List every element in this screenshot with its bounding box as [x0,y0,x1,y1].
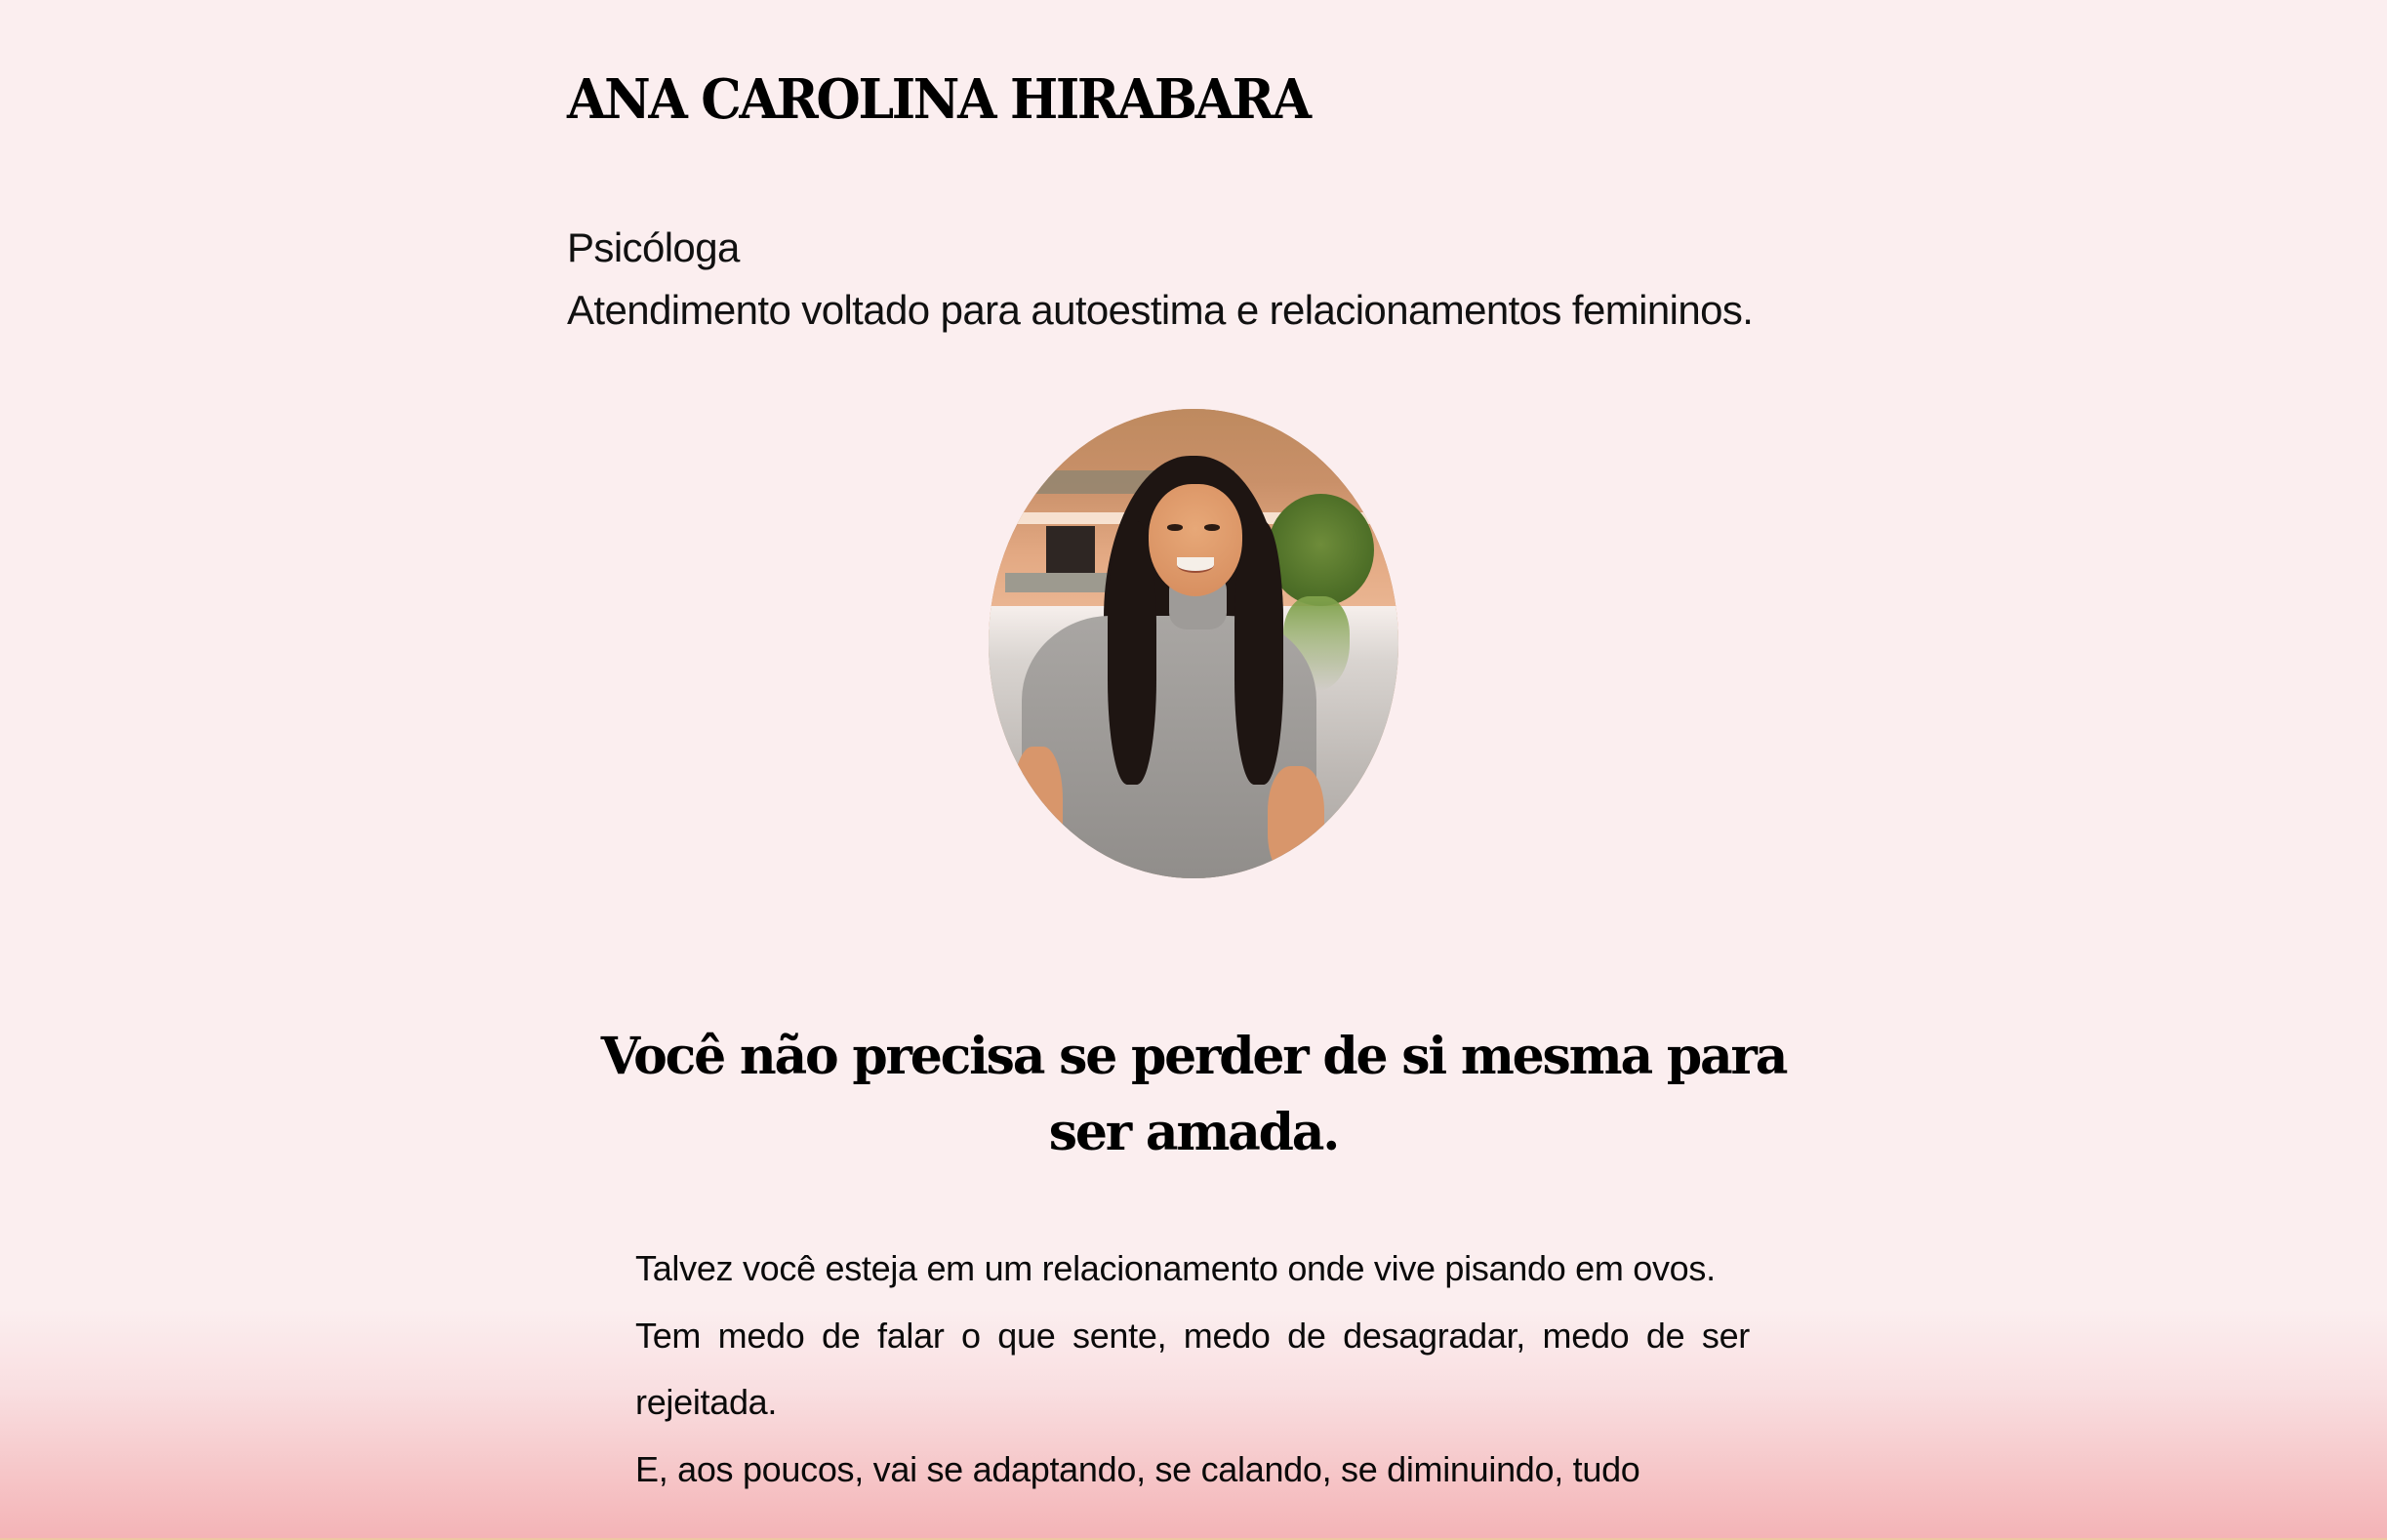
photo-books [1005,573,1112,591]
photo-hair-right [1234,521,1283,784]
section-heading-line-1: Você não precisa se perder de si mesma para [600,1027,1787,1086]
profession-label: Psicóloga [567,224,740,270]
photo-eye-right [1204,524,1221,531]
profile-photo [989,409,1398,878]
body-paragraph: E, aos poucos, vai se adaptando, se calando, se diminuindo, tudo [635,1448,1640,1489]
photo-plant [1268,494,1374,606]
section-heading-line-2: ser amada. [1048,1103,1339,1162]
photo-smile [1177,557,1214,573]
site-title: ANA CAROLINA HIRABARA [567,67,1310,132]
body-paragraph: Tem medo de falar o que sente, medo de desagradar, medo de ser rejeitada. [635,1315,1750,1423]
photo-arm-left [1013,747,1062,878]
photo-eye-left [1167,524,1184,531]
section-heading [0,1019,2387,1171]
intro-block [567,217,1753,342]
photo-arm-right [1268,766,1325,878]
photo-hair-left [1108,521,1156,784]
section-body [635,1236,1750,1503]
body-paragraph: Talvez você esteja em um relacionamento onde vive pisando em ovos. [635,1248,1716,1288]
tagline: Atendimento voltado para autoestima e relacionamentos femininos. [567,287,1754,333]
photo-box [1046,526,1095,573]
photo-face [1149,484,1243,596]
